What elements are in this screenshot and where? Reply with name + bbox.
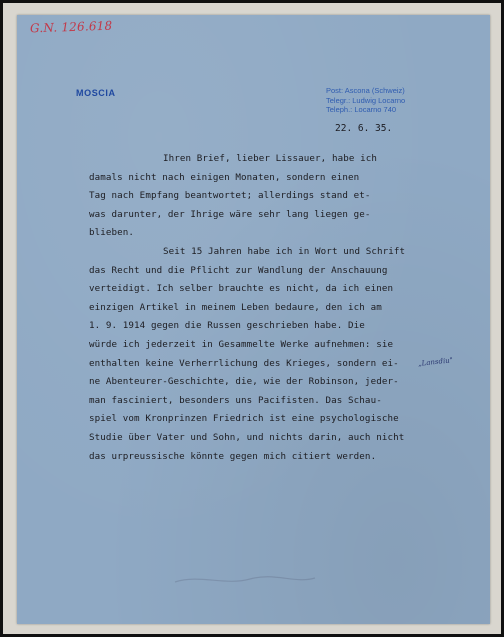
letterhead-post: Post: Ascona (Schweiz) xyxy=(326,86,405,95)
p1-line-2: damals nicht nach einigen Monaten, sondern einen xyxy=(89,171,360,183)
p2-line-6: würde ich jederzeit in Gesammelte Werke aufnehmen: sie xyxy=(89,338,394,350)
p2-line-7: enthalten keine Verherrlichung des Krieges, sondern ei- xyxy=(89,357,399,369)
letterhead-place: MOSCIA xyxy=(76,88,116,98)
p2-line-5: 1. 9. 1914 gegen die Russen geschrieben habe. Die xyxy=(89,320,365,332)
p1-line-1: Ihren Brief, lieber Lissauer, habe ich xyxy=(163,153,377,164)
archive-number: G.N. 126.618 xyxy=(29,18,113,36)
letterhead-telephone: Teleph.: Locarno 740 xyxy=(326,105,397,114)
letterhead-contact xyxy=(326,86,405,115)
p2-line-10: spiel vom Kronprinzen Friedrich ist eine psychologische xyxy=(89,413,399,425)
p2-line-9: man fasciniert, besonders uns Pacifisten. Das Schau- xyxy=(89,394,382,406)
p2-line-2: das Recht und die Pflicht zur Wandlung der Anschauung xyxy=(89,264,388,276)
p2-line-11: Studie über Vater und Sohn, und nichts darin, auch nicht xyxy=(89,431,405,443)
p1-line-3: Tag nach Empfang beantwortet; allerdings stand et- xyxy=(89,190,371,202)
letterhead-telegram: Telegr.: Ludwig Locarno xyxy=(326,95,406,105)
letter-body xyxy=(89,150,481,466)
p1-line-5: blieben. xyxy=(89,227,135,239)
p2-line-8: ne Abenteurer-Geschichte, die, wie der Robinson, jeder- xyxy=(89,376,399,388)
ink-bleed-through xyxy=(170,570,320,590)
p1-line-4: was darunter, der Ihrige wäre sehr lang liegen ge- xyxy=(89,208,371,220)
p2-line-3: verteidigt. Ich selber brauchte es nicht, da ich einen xyxy=(89,283,394,295)
letter-date: 22. 6. 35. xyxy=(335,123,393,134)
p2-line-12: das urpreussische könnte gegen mich citiert werden. xyxy=(89,450,377,462)
handwritten-insert: „Lansdiu" xyxy=(417,356,454,368)
p2-line-4: einzigen Artikel in meinem Leben bedaure, den ich am xyxy=(89,301,382,313)
p2-line-1: Seit 15 Jahren habe ich in Wort und Schrift xyxy=(163,245,406,257)
